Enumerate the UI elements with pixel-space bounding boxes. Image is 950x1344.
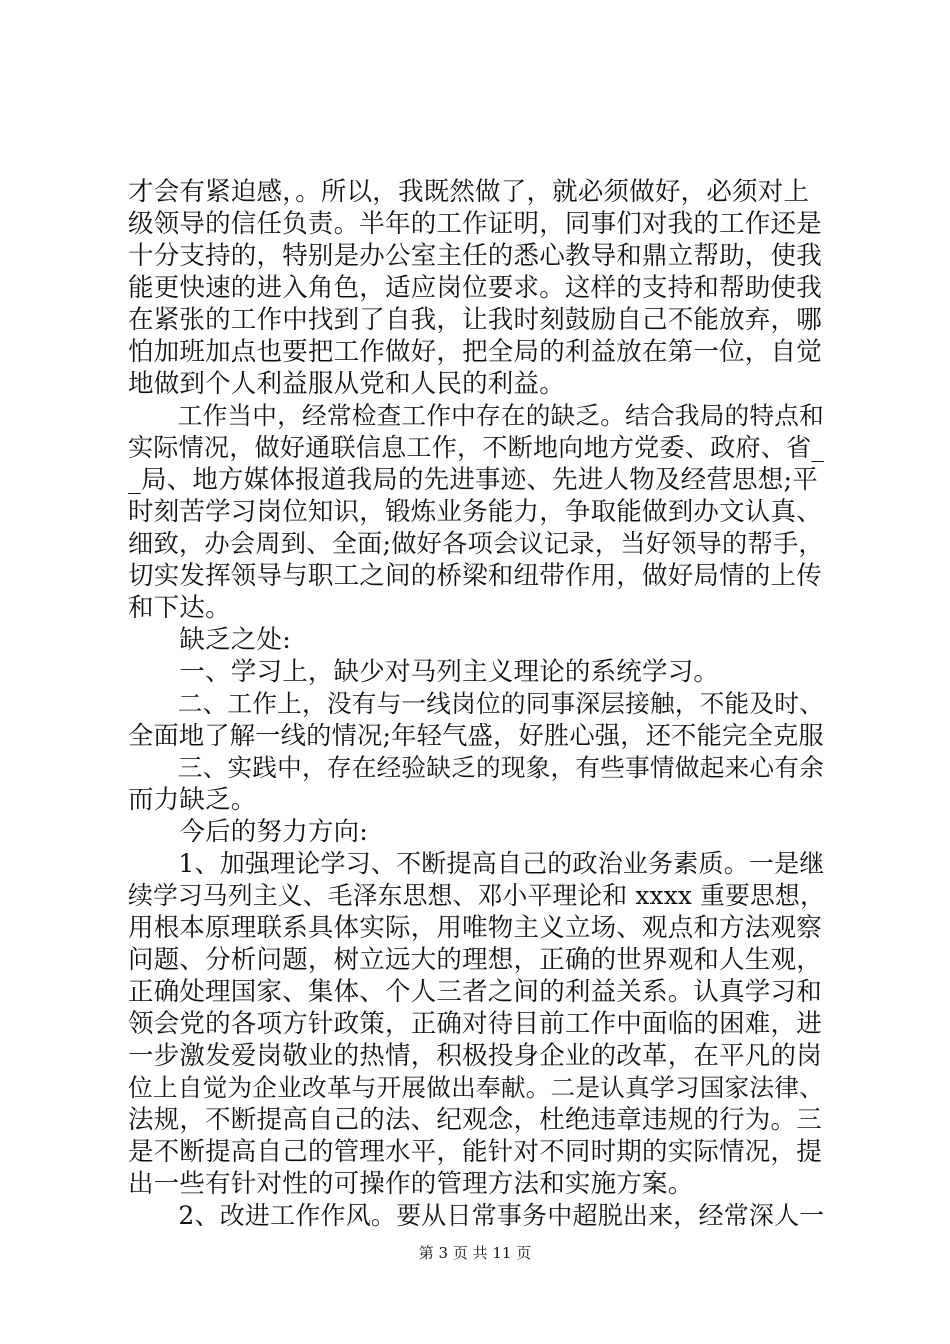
text-line: 问题、分析问题，树立远大的理想，正确的世界观和人生观， [128, 945, 822, 975]
text-line: 而力缺乏。 [128, 785, 257, 815]
text-line: 级领导的信任负责。半年的工作证明，同事们对我的工作还是 [128, 209, 822, 239]
text-line: 位上自觉为企业改革与开展做出奉献。二是认真学习国家法律、 [128, 1073, 824, 1102]
text-line: 细致，办会周到、全面;做好各项会议记录，当好领导的帮手， [128, 529, 824, 558]
text-line: 缺乏之处: [128, 625, 291, 655]
text-line: 续学习马列主义、毛泽东思想、邓小平理论和 xxxx 重要思想， [128, 881, 825, 910]
text-line: 怕加班加点也要把工作做好，把全局的利益放在第一位，自觉 [128, 337, 822, 367]
text-line: 领会党的各项方针政策，正确对待目前工作中面临的困难，进 [128, 1009, 822, 1039]
text-line: 全面地了解一线的情况;年轻气盛，好胜心强，还不能完全克服 [128, 721, 824, 750]
text-line: 今后的努力方向: [128, 817, 369, 847]
text-line: 出一些有针对性的可操作的管理方法和实施方案。 [128, 1169, 694, 1199]
text-line: 实际情况，做好通联信息工作，不断地向地方党委、政府、省_ [128, 433, 825, 462]
text-line: 能更快速的进入角色，适应岗位要求。这样的支持和帮助使我 [128, 273, 822, 303]
text-line: _局、地方媒体报道我局的先进事迹、先进人物及经营思想;平 [128, 465, 818, 495]
text-line: 法规，不断提高自己的法、纪观念，杜绝违章违规的行为。三 [128, 1105, 822, 1135]
text-line: 2、改进工作作风。要从日常事务中超脱出来，经常深人一 [128, 1201, 825, 1230]
text-line: 时刻苦学习岗位知识，锻炼业务能力，争取能做到办文认真、 [128, 497, 822, 527]
text-line: 正确处理国家、集体、个人三者之间的利益关系。认真学习和 [128, 977, 822, 1007]
text-line: 十分支持的，特别是办公室主任的悉心教导和鼎立帮助，使我 [128, 241, 822, 271]
text-line: 工作当中，经常检查工作中存在的缺乏。结合我局的特点和 [128, 401, 824, 430]
text-line: 二、工作上，没有与一线岗位的同事深层接触，不能及时、 [128, 689, 824, 718]
text-line: 切实发挥领导与职工之间的桥梁和纽带作用，做好局情的上传 [128, 561, 822, 591]
text-line: 是不断提高自己的管理水平，能针对不同时期的实际情况，提 [128, 1137, 822, 1167]
text-line: 地做到个人利益服从党和人民的利益。 [128, 369, 565, 399]
text-line: 才会有紧迫感，。所以，我既然做了，就必须做好，必须对上 [128, 177, 810, 207]
text-line: 一步激发爱岗敬业的热情，积极投身企业的改革，在平凡的岗 [128, 1041, 822, 1071]
text-line: 用根本原理联系具体实际，用唯物主义立场、观点和方法观察 [128, 913, 822, 943]
text-line: 和下达。 [128, 593, 231, 623]
text-line: 在紧张的工作中找到了自我，让我时刻鼓励自己不能放弃，哪 [128, 305, 822, 335]
text-line: 三、实践中，存在经验缺乏的现象，有些事情做起来心有余 [128, 753, 824, 782]
text-line: 一、学习上，缺少对马列主义理论的系统学习。 [128, 657, 720, 687]
page-footer: 第 3 页 共 11 页 [418, 1244, 532, 1262]
body-text [128, 176, 828, 1232]
text-line: 1、加强理论学习、不断提高自己的政治业务素质。一是继 [128, 849, 825, 878]
